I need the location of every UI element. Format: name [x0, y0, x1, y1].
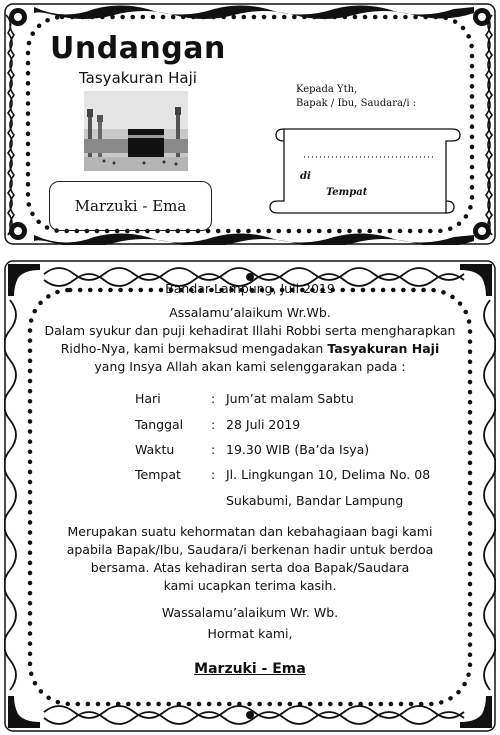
place-date: Bandar Lampung, Juli 2019	[165, 281, 335, 296]
farewell: Wassalamu’alaikum Wr. Wb.	[161, 605, 339, 620]
tempat-label: Tempat	[326, 187, 368, 198]
greeting: Assalamu’alaikum Wr.Wb.	[169, 305, 331, 320]
intro-line1: Dalam syukur dan puji kehadirat Illahi Robbi serta mengharapkan	[44, 323, 456, 338]
kaaba-photo-icon	[84, 91, 188, 171]
scroll-icon	[266, 121, 462, 221]
event-name: Tasyakuran Haji	[327, 341, 440, 356]
detail-colon: :	[211, 442, 216, 457]
di-label: di	[300, 171, 311, 182]
detail-value-tempat: Jl. Lingkungan 10, Delima No. 08	[226, 467, 431, 482]
intro-line3: yang Insya Allah akan kami selenggarakan pada :	[94, 359, 406, 374]
closing-line1: Merupakan suatu kehormatan dan kebahagiaan bagi kami	[67, 524, 433, 539]
closing-line2: apabila Bapak/Ibu, Saudara/i berkenan hadir untuk berdoa	[66, 542, 434, 557]
closing-line4: kami ucapkan terima kasih.	[163, 578, 337, 593]
detail-label-hari: Hari	[135, 391, 161, 406]
cover-title: Undangan	[50, 31, 226, 66]
invitation-letter-card	[4, 260, 496, 732]
detail-label-waktu: Waktu	[135, 442, 175, 457]
detail-value-waktu: 19.30 WIB (Ba’da Isya)	[226, 442, 370, 457]
regards: Hormat kami,	[207, 626, 293, 641]
detail-colon: :	[211, 467, 216, 482]
detail-value-hari: Jum’at malam Sabtu	[226, 391, 354, 406]
detail-colon: :	[211, 391, 216, 406]
cover-names: Marzuki - Ema	[74, 197, 187, 215]
invitation-cover-card	[4, 3, 496, 245]
detail-colon: :	[211, 417, 216, 432]
intro-line2	[4, 341, 496, 356]
signature	[4, 661, 496, 677]
addressee-line2: Bapak / Ibu, Saudara/i :	[296, 98, 417, 109]
intro-line2-text: Ridho-Nya, kami bermaksud mengadakan	[60, 341, 328, 356]
signature-names: Marzuki - Ema	[194, 661, 306, 677]
addressee-block	[296, 83, 416, 111]
cover-names-box	[49, 181, 212, 231]
cover-subtitle: Tasyakuran Haji	[79, 69, 197, 87]
address-line2: Sukabumi, Bandar Lampung	[226, 493, 404, 508]
closing-line3: bersama. Atas kehadiran serta doa Bapak/Saudara	[90, 560, 410, 575]
detail-label-tanggal: Tanggal	[135, 417, 184, 432]
detail-label-tempat: Tempat	[135, 467, 181, 482]
addressee-line1: Kepada Yth,	[296, 84, 358, 95]
detail-value-tanggal: 28 Juli 2019	[226, 417, 301, 432]
